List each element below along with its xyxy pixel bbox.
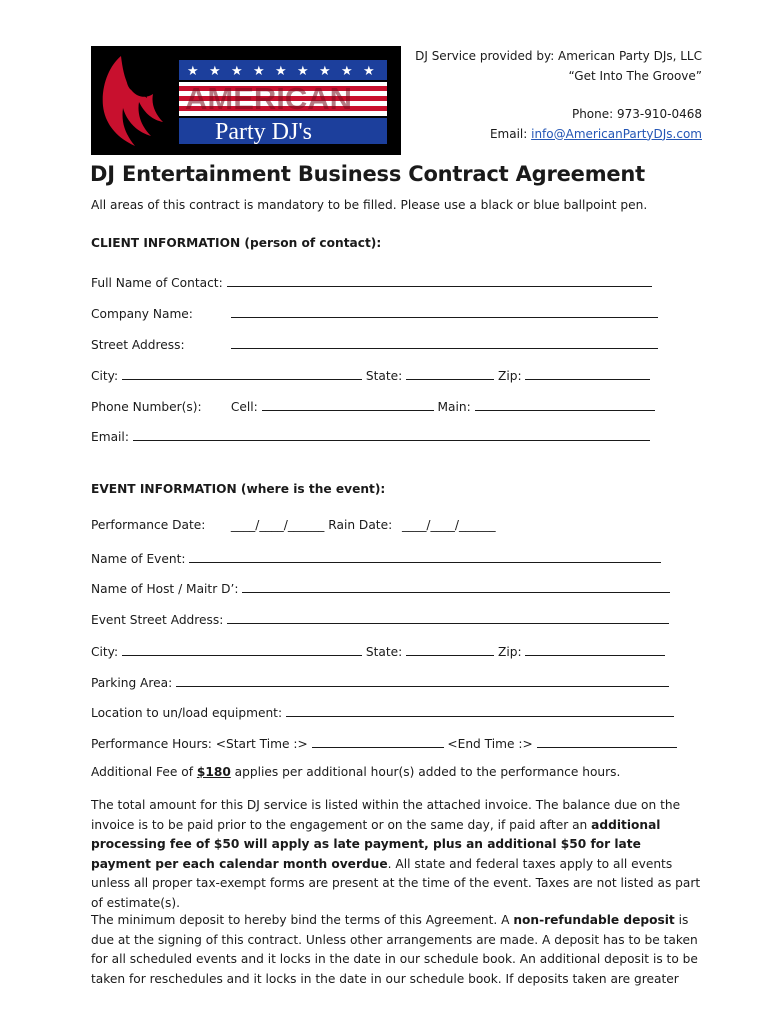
email-label: Email: [489, 126, 532, 141]
company-field[interactable] [231, 304, 658, 318]
location-row [91, 703, 674, 720]
client-email-label: Email: [91, 430, 129, 444]
end-time-label: <End Time :> [447, 737, 533, 751]
zip-label: Zip: [497, 369, 522, 383]
fee-amount: $180 [196, 765, 231, 779]
event-street-row [91, 610, 669, 627]
deposit-nonrefundable: non-refundable deposit [513, 913, 675, 927]
city-label: City: [91, 369, 119, 383]
deposit-text-1: The minimum deposit to hereby bind the terms of this Agreement. A [91, 913, 514, 927]
svg-text:★: ★ [319, 64, 331, 79]
payment-late-fee: additional processing fee of $50 will apply as late payment, plus an additional $50 for late payment per each calendar month overdue [91, 817, 661, 871]
svg-text:★: ★ [209, 64, 221, 79]
location-label: Location to un/load equipment: [91, 706, 283, 720]
event-heading: EVENT INFORMATION (where is the event): [91, 482, 386, 496]
client-city-row [91, 366, 650, 383]
svg-text:★: ★ [297, 64, 309, 79]
performance-date-label: Performance Date: [91, 518, 206, 532]
svg-text:★: ★ [341, 64, 353, 79]
contact-block [490, 105, 702, 144]
parking-label: Parking Area: [91, 676, 173, 690]
fee-suffix: applies per additional hour(s) added to the performance hours. [230, 765, 621, 779]
intro-text: All areas of this contract is mandatory to be filled. Please use a black or blue ballpoint pen. [91, 198, 648, 212]
cell-field[interactable] [262, 397, 434, 411]
svg-text:★: ★ [253, 64, 265, 79]
payment-text-2: . All state and federal taxes apply to all events unless all proper tax-exempt forms are present at the time of the event. Taxes are not listed as part of estimate(s). [91, 856, 701, 910]
email-link[interactable]: info@AmericanPartyDJs.com [531, 126, 702, 141]
event-name-field[interactable] [189, 549, 661, 563]
event-city-label: City: [91, 645, 119, 659]
provider-line: DJ Service provided by: American Party DJs, LLC [415, 49, 702, 63]
main-label: Main: [437, 400, 471, 414]
parking-row [91, 673, 669, 690]
event-city-row [91, 642, 665, 659]
event-name-row [91, 549, 661, 566]
deposit-paragraph [91, 911, 703, 989]
state-label: State: [365, 369, 403, 383]
main-field[interactable] [475, 397, 655, 411]
zip-field[interactable] [525, 366, 650, 380]
performance-date-row [91, 518, 496, 532]
logo-word-bottom: Party DJ's [215, 119, 312, 145]
svg-text:★: ★ [275, 64, 287, 79]
host-field[interactable] [242, 579, 670, 593]
host-row [91, 579, 670, 596]
event-zip-label: Zip: [497, 645, 522, 659]
rain-date-label: Rain Date: [328, 518, 393, 532]
event-zip-field[interactable] [525, 642, 665, 656]
start-time-label: Performance Hours: <Start Time :> [91, 737, 308, 751]
host-label: Name of Host / Maitr D’: [91, 582, 239, 596]
rain-date-field[interactable]: ____/____/______ [402, 518, 496, 532]
phone-row [91, 397, 655, 414]
end-time-field[interactable] [537, 734, 677, 748]
city-field[interactable] [122, 366, 362, 380]
event-name-label: Name of Event: [91, 552, 186, 566]
deposit-text-2: is due at the signing of this contract. Unless other arrangements are made. A deposit has to be taken for all scheduled events and it locks in the date in our schedule book. An additional deposit is to be taken for reschedules and it locks in the date in our schedule book. If deposits taken are greater [91, 913, 698, 986]
provider-block [415, 47, 702, 86]
company-row [91, 304, 658, 321]
svg-text:★: ★ [363, 64, 375, 79]
slogan: “Get Into The Groove” [568, 68, 702, 83]
payment-paragraph [91, 796, 703, 913]
event-state-field[interactable] [406, 642, 494, 656]
street-label: Street Address: [91, 338, 185, 352]
client-heading: CLIENT INFORMATION (person of contact): [91, 236, 382, 250]
logo-word-top: AMERICAN [185, 81, 353, 116]
client-name-row [91, 273, 652, 290]
full-name-field[interactable] [227, 273, 652, 287]
page-title: DJ Entertainment Business Contract Agreement [90, 162, 646, 186]
event-street-field[interactable] [227, 610, 669, 624]
full-name-label: Full Name of Contact: [91, 276, 223, 290]
fee-prefix: Additional Fee of [91, 765, 197, 779]
company-logo [91, 46, 401, 155]
payment-text-1: The total amount for this DJ service is listed within the attached invoice. The balance due on the invoice is to be paid prior to the engagement or on the same day, if paid after an [91, 798, 681, 832]
street-field[interactable] [231, 335, 658, 349]
svg-text:★: ★ [231, 64, 243, 79]
parking-field[interactable] [176, 673, 669, 687]
location-field[interactable] [286, 703, 674, 717]
fee-line [91, 765, 620, 779]
phone-line: Phone: 973-910-0468 [571, 107, 702, 121]
svg-text:★: ★ [187, 64, 199, 79]
event-city-field[interactable] [122, 642, 362, 656]
performance-date-field[interactable]: ____/____/______ [230, 518, 325, 532]
company-label: Company Name: [91, 307, 193, 321]
phone-label: Phone Number(s): [91, 400, 202, 414]
cell-label: Cell: [230, 400, 258, 414]
event-street-label: Event Street Address: [91, 613, 224, 627]
client-email-row [91, 427, 650, 444]
email-line [490, 125, 702, 145]
hours-row [91, 734, 677, 751]
start-time-field[interactable] [312, 734, 444, 748]
logo-graphic [91, 46, 401, 155]
event-state-label: State: [365, 645, 403, 659]
client-email-field[interactable] [133, 427, 650, 441]
wing-icon [103, 56, 163, 146]
state-field[interactable] [406, 366, 494, 380]
street-row [91, 335, 658, 352]
